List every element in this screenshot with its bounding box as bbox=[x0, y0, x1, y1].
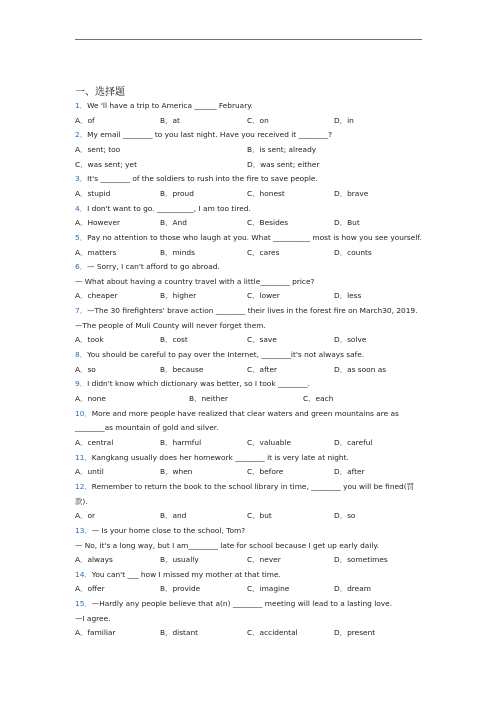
answer-option[interactable]: D．was sent; either bbox=[247, 159, 320, 169]
answer-option[interactable]: C．before bbox=[247, 467, 284, 477]
question-text: ________as mountain of gold and silver. bbox=[75, 423, 219, 433]
answer-option[interactable]: A．cheaper bbox=[75, 291, 118, 301]
question-number: 7． bbox=[75, 306, 88, 316]
question-stem: — Is your home close to the school, Tom? bbox=[91, 525, 246, 535]
header-rule bbox=[75, 39, 422, 40]
answer-option[interactable]: D．solve bbox=[334, 335, 367, 345]
question-stem: —Hardly any people believe that a(n) ________ meeting will lead to a lasting love. bbox=[91, 599, 393, 609]
question-text bbox=[75, 379, 310, 388]
question-stem: You should be careful to pay over the Internet, ________it's not always safe. bbox=[87, 350, 365, 359]
question-text bbox=[75, 453, 349, 462]
answer-option[interactable]: C．on bbox=[247, 115, 269, 125]
answer-option[interactable]: A．familiar bbox=[75, 628, 116, 638]
question-stem: We 'll have a trip to America ______ February. bbox=[87, 101, 253, 110]
answer-option[interactable]: B．when bbox=[160, 467, 193, 477]
answer-option[interactable]: D．so bbox=[334, 511, 356, 521]
question-stem: It's ________ of the soldiers to rush into the fire to save people. bbox=[87, 174, 318, 184]
answer-option[interactable]: B．distant bbox=[160, 628, 199, 638]
answer-option[interactable]: B．And bbox=[160, 218, 187, 228]
answer-option[interactable]: B．harmful bbox=[160, 437, 202, 447]
answer-option[interactable]: C．after bbox=[247, 364, 278, 374]
question-text bbox=[75, 526, 245, 535]
answer-option[interactable]: D．less bbox=[334, 291, 362, 301]
question-text bbox=[75, 599, 392, 608]
answer-option[interactable]: C．each bbox=[303, 394, 334, 403]
answer-option[interactable]: C．but bbox=[247, 511, 272, 521]
question-text bbox=[75, 409, 399, 418]
answer-option[interactable]: C．Besides bbox=[247, 218, 289, 228]
answer-option[interactable]: B．minds bbox=[160, 247, 195, 257]
question-text bbox=[75, 130, 332, 139]
question-text bbox=[75, 233, 422, 242]
answer-option[interactable]: D．But bbox=[334, 218, 360, 228]
answer-option[interactable]: D．counts bbox=[334, 247, 372, 257]
answer-option[interactable]: B．neither bbox=[189, 394, 228, 403]
answer-option[interactable]: C．valuable bbox=[247, 437, 292, 447]
question-number: 8． bbox=[75, 350, 88, 359]
question-stem: I don't want to go. __________, I am too tired. bbox=[87, 203, 251, 213]
answer-option[interactable]: B．higher bbox=[160, 291, 197, 301]
answer-option[interactable]: A．none bbox=[75, 394, 106, 403]
question-text: 款). bbox=[75, 496, 88, 506]
question-text bbox=[75, 101, 253, 110]
answer-option[interactable]: A．so bbox=[75, 364, 96, 374]
question-number: 1． bbox=[75, 101, 88, 110]
answer-option[interactable]: A．or bbox=[75, 511, 96, 521]
question-text: —I agree. bbox=[75, 613, 111, 623]
answer-option[interactable]: D．careful bbox=[334, 437, 373, 447]
question-text bbox=[75, 570, 281, 579]
question-number: 3． bbox=[75, 174, 88, 184]
answer-option[interactable]: B．is sent; already bbox=[247, 145, 317, 154]
answer-option[interactable]: A．took bbox=[75, 335, 104, 345]
question-number: 10． bbox=[75, 408, 92, 418]
question-text: — No, it's a long way, but I am________ late for school because I get up early daily. bbox=[75, 540, 380, 550]
answer-option[interactable]: A．offer bbox=[75, 584, 105, 594]
answer-option[interactable]: B．because bbox=[160, 364, 204, 374]
answer-option[interactable]: D．sometimes bbox=[334, 555, 388, 565]
answer-option[interactable]: B．proud bbox=[160, 188, 194, 198]
answer-option[interactable]: A．of bbox=[75, 115, 95, 125]
answer-option[interactable]: C．save bbox=[247, 335, 277, 345]
question-number: 11． bbox=[75, 452, 92, 462]
question-stem: My email ________ to you last night. Have you received it ________? bbox=[87, 130, 333, 140]
question-stem: Pay no attention to those who laugh at you. What __________ most is how you see yourself. bbox=[87, 232, 422, 242]
answer-option[interactable]: A．always bbox=[75, 555, 113, 565]
answer-option[interactable]: D．in bbox=[334, 115, 354, 125]
question-stem: — Sorry, I can't afford to go abroad. bbox=[87, 262, 220, 272]
answer-option[interactable]: B．cost bbox=[160, 335, 188, 345]
question-number: 4． bbox=[75, 203, 88, 213]
question-number: 6． bbox=[75, 262, 88, 272]
question-text bbox=[75, 204, 251, 213]
answer-option[interactable]: B．and bbox=[160, 511, 187, 521]
question-number: 2． bbox=[75, 130, 88, 140]
answer-option[interactable]: C．imagine bbox=[247, 584, 290, 594]
question-stem: I didn't know which dictionary was better, so I took ________. bbox=[87, 379, 310, 389]
answer-option[interactable]: A．However bbox=[75, 218, 121, 228]
question-stem: Kangkang usually does her homework ________ it is very late at night. bbox=[91, 452, 349, 462]
question-stem: Remember to return the book to the school library in time, ________ you will be fined(罚 bbox=[91, 481, 415, 491]
section-title: 一、选择题 bbox=[75, 87, 125, 98]
question-text bbox=[75, 174, 318, 183]
question-stem: You can't ___ how I missed my mother at that time. bbox=[91, 569, 281, 579]
question-stem: —The 30 firefighters' brave action ________ their lives in the forest fire on March30, 2019. bbox=[87, 306, 418, 316]
question-number: 13． bbox=[75, 525, 92, 535]
answer-option[interactable]: C．cares bbox=[247, 247, 280, 257]
answer-option[interactable]: C．honest bbox=[247, 188, 285, 198]
question-number: 5． bbox=[75, 232, 88, 242]
answer-option[interactable]: B．at bbox=[160, 115, 180, 125]
answer-option[interactable]: A．sent; too bbox=[75, 145, 121, 154]
answer-option[interactable]: D．dream bbox=[334, 584, 371, 594]
question-text bbox=[75, 350, 364, 359]
question-text: — What about having a country travel with a little________ price? bbox=[75, 276, 315, 286]
question-number: 14． bbox=[75, 569, 92, 579]
answer-option[interactable]: A．until bbox=[75, 467, 104, 477]
answer-option[interactable]: C．never bbox=[247, 555, 281, 565]
question-text bbox=[75, 306, 417, 315]
answer-option[interactable]: A．matters bbox=[75, 247, 117, 257]
answer-option[interactable]: C．was sent; yet bbox=[75, 159, 137, 169]
question-text: —The people of Muli County will never forget them. bbox=[75, 320, 266, 330]
answer-option[interactable]: C．accidental bbox=[247, 628, 298, 638]
question-text bbox=[75, 482, 414, 491]
answer-option[interactable]: A．stupid bbox=[75, 188, 111, 198]
answer-option[interactable]: D．brave bbox=[334, 188, 369, 198]
answer-option[interactable]: D．as soon as bbox=[334, 364, 387, 374]
question-number: 9． bbox=[75, 379, 88, 389]
question-text bbox=[75, 262, 220, 271]
answer-option[interactable]: B．usually bbox=[160, 555, 199, 565]
answer-option[interactable]: D．present bbox=[334, 628, 376, 638]
answer-option[interactable]: B．provide bbox=[160, 584, 201, 594]
question-stem: More and more people have realized that clear waters and green mountains are as bbox=[91, 408, 399, 418]
answer-option[interactable]: C．lower bbox=[247, 291, 280, 301]
question-number: 15． bbox=[75, 599, 92, 609]
answer-option[interactable]: A．central bbox=[75, 437, 114, 447]
answer-option[interactable]: D．after bbox=[334, 467, 365, 477]
question-number: 12． bbox=[75, 481, 92, 491]
